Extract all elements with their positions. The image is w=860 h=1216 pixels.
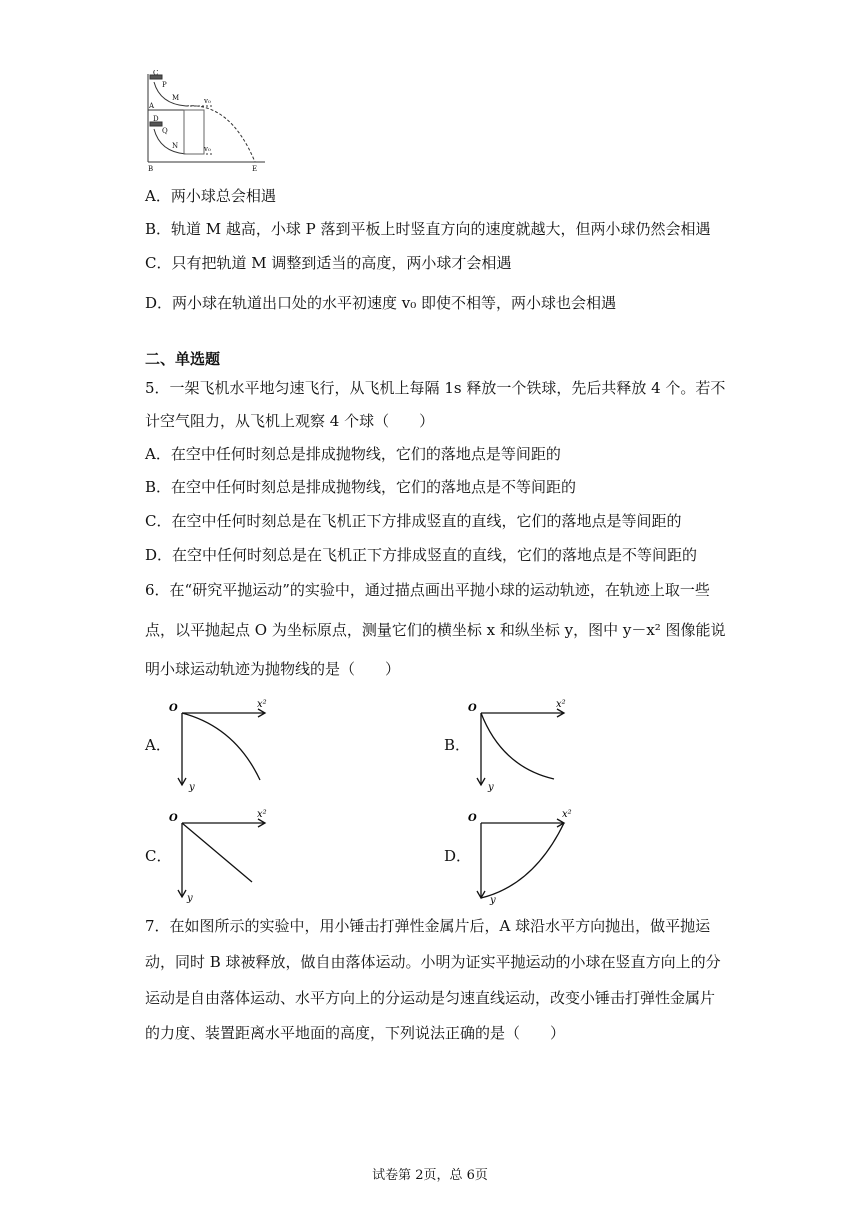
q5-option-a: A．在空中任何时刻总是排成抛物线，它们的落地点是等间距的: [145, 445, 561, 463]
section-title: 二、单选题: [145, 350, 221, 368]
q6-b-x-axis: x²: [556, 699, 566, 710]
q6-c-y-axis: y: [187, 893, 193, 904]
q7-stem-line4: 的力度、装置距离水平地面的高度，下列说法正确的是（ ）: [145, 1024, 566, 1042]
q7-stem-line2: 动，同时 B 球被释放，做自由落体运动。小明为证实平抛运动的小球在竖直方向上的分: [145, 953, 721, 971]
q6-a-x-axis: x²: [257, 699, 267, 710]
q6-graph-d: [464, 805, 579, 905]
fig-label-q: Q: [162, 127, 168, 135]
q6-d-y-axis: y: [490, 895, 496, 905]
q5-stem-line2: 计空气阻力，从飞机上观察 4 个球（ ）: [145, 412, 435, 430]
fig-label-b: B: [148, 165, 154, 173]
q4-option-a: A．两小球总会相遇: [145, 187, 276, 205]
q5-stem-line1: 5．一架飞机水平地匀速飞行，从飞机上每隔 1s 释放一个铁球，先后共释放 4 个。若不: [145, 379, 726, 397]
q6-d-x-axis: x²: [562, 809, 572, 820]
q6-option-a-label: A．: [145, 736, 171, 754]
fig-label-v0-bottom: v₀: [204, 145, 211, 153]
fig-label-m: M: [172, 94, 180, 102]
q6-stem-line3: 明小球运动轨迹为抛物线的是（ ）: [145, 660, 401, 678]
q6-graph-c: [165, 805, 280, 905]
fig-label-d: D: [153, 115, 159, 123]
q6-a-y-axis: y: [189, 782, 195, 793]
fig-label-e: E: [252, 165, 258, 173]
q6-c-origin: O: [169, 813, 178, 824]
q6-graph-a: [165, 695, 280, 795]
q6-stem-line2: 点，以平抛起点 O 为坐标原点，测量它们的横坐标 x 和纵坐标 y，图中 y－x² 图像能说: [145, 621, 726, 639]
page-footer: 试卷第 2页，总 6页: [372, 1168, 488, 1183]
q6-a-origin: O: [169, 703, 178, 714]
q6-option-b-label: B．: [444, 736, 471, 754]
q5-option-d: D．在空中任何时刻总是在飞机正下方排成竖直的直线，它们的落地点是不等间距的: [145, 546, 698, 564]
q5-option-c: C．在空中任何时刻总是在飞机正下方排成竖直的直线，它们的落地点是等间距的: [145, 512, 682, 530]
q4-option-d: D．两小球在轨道出口处的水平初速度 v₀ 即使不相等，两小球也会相遇: [145, 294, 617, 312]
q4-apparatus-figure: [140, 70, 270, 175]
q6-stem-line1: 6．在“研究平抛运动”的实验中，通过描点画出平抛小球的运动轨迹，在轨迹上取一些: [145, 581, 710, 599]
fig-label-v0-top: v₀: [204, 97, 211, 105]
q5-option-b: B．在空中任何时刻总是排成抛物线，它们的落地点是不等间距的: [145, 478, 577, 496]
fig-label-c: C: [153, 70, 159, 77]
q6-c-x-axis: x²: [257, 809, 267, 820]
q6-d-origin: O: [468, 813, 477, 824]
fig-label-a: A: [149, 102, 155, 110]
q6-graph-b: [464, 695, 579, 795]
q6-b-origin: O: [468, 703, 477, 714]
q4-option-c: C．只有把轨道 M 调整到适当的高度，两小球才会相遇: [145, 254, 512, 272]
q7-stem-line3: 运动是自由落体运动、水平方向上的分运动是匀速直线运动，改变小锤击打弹性金属片: [145, 989, 716, 1007]
q6-option-d-label: D．: [444, 847, 472, 865]
q4-option-b: B．轨道 M 越高，小球 P 落到平板上时竖直方向的速度就越大，但两小球仍然会相遇: [145, 220, 711, 238]
fig-label-p: P: [162, 81, 167, 89]
q7-stem-line1: 7．在如图所示的实验中，用小锤击打弹性金属片后，A 球沿水平方向抛出，做平抛运: [145, 917, 711, 935]
q6-option-c-label: C．: [145, 847, 172, 865]
fig-label-n: N: [172, 142, 179, 150]
q6-b-y-axis: y: [488, 782, 494, 793]
